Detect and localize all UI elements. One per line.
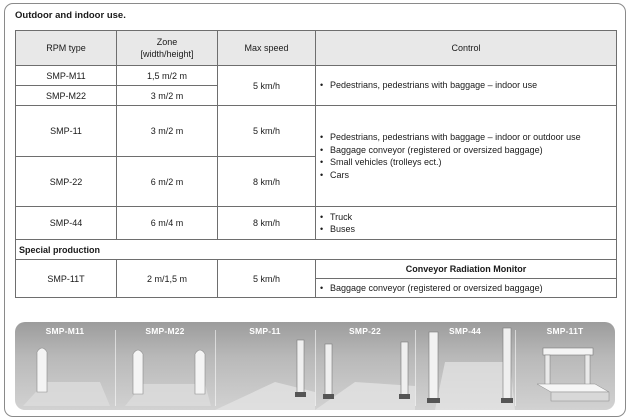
control-item: • Baggage conveyor (registered or oversized baggage) — [320, 282, 616, 295]
speed-cell: 8 km/h — [218, 157, 316, 207]
control-item: • Baggage conveyor (registered or oversized baggage) — [320, 144, 616, 157]
product-panel-smp-22 — [315, 322, 415, 410]
table-row — [16, 260, 617, 279]
table-row — [16, 106, 617, 157]
zone-cell: 3 m/2 m — [117, 86, 218, 106]
control-item: • Truck — [320, 211, 616, 224]
section-row — [16, 240, 617, 260]
table-row — [16, 207, 617, 240]
product-label: SMP-11T — [546, 326, 584, 336]
control-item: • Pedestrians, pedestrians with baggage – indoor use — [320, 79, 616, 92]
zone-cell: 3 m/2 m — [117, 106, 218, 157]
control-cell — [316, 279, 617, 298]
product-image-strip — [15, 322, 615, 410]
type-cell: SMP-M22 — [16, 86, 117, 106]
control-item: • Small vehicles (trolleys ect.) — [320, 156, 616, 169]
page-heading: Outdoor and indoor use. — [15, 10, 126, 21]
table-header-row — [16, 31, 617, 66]
control-item: • Cars — [320, 169, 616, 182]
header-zone-line2: [width/height] — [140, 49, 194, 59]
header-zone-line1: Zone — [156, 37, 178, 47]
header-speed: Max speed — [218, 31, 316, 66]
product-label: SMP-11 — [249, 326, 281, 336]
product-panel-smp-44 — [415, 322, 515, 410]
speed-cell: 5 km/h — [218, 66, 316, 106]
type-cell: SMP-11 — [16, 106, 117, 157]
conveyor-monitor-heading: Conveyor Radiation Monitor — [316, 260, 617, 279]
header-control: Control — [316, 31, 617, 66]
zone-cell: 6 m/4 m — [117, 207, 218, 240]
speed-cell: 5 km/h — [218, 106, 316, 157]
speed-cell: 5 km/h — [218, 260, 316, 298]
product-label: SMP-M11 — [45, 326, 85, 336]
control-item: • Pedestrians, pedestrians with baggage – indoor or outdoor use — [320, 131, 616, 144]
type-cell: SMP-22 — [16, 157, 117, 207]
control-cell — [316, 66, 617, 106]
header-type: RPM type — [16, 31, 117, 66]
product-label: SMP-22 — [349, 326, 381, 336]
type-cell: SMP-M11 — [16, 66, 117, 86]
zone-cell: 6 m/2 m — [117, 157, 218, 207]
type-cell: SMP-44 — [16, 207, 117, 240]
special-production-label: Special production — [16, 240, 617, 260]
spec-table — [15, 30, 617, 298]
product-panel-smp-11 — [215, 322, 315, 410]
header-zone — [117, 31, 218, 66]
zone-cell: 1,5 m/2 m — [117, 66, 218, 86]
zone-cell: 2 m/1,5 m — [117, 260, 218, 298]
control-cell — [316, 207, 617, 240]
control-item: • Buses — [320, 223, 616, 236]
product-panel-smp-m22 — [115, 322, 215, 410]
type-cell: SMP-11T — [16, 260, 117, 298]
control-cell — [316, 106, 617, 207]
table-row — [16, 66, 617, 86]
product-label: SMP-M22 — [145, 326, 185, 336]
product-label: SMP-44 — [449, 326, 481, 336]
product-panel-smp-11t — [515, 322, 615, 410]
product-panel-smp-m11 — [15, 322, 115, 410]
speed-cell: 8 km/h — [218, 207, 316, 240]
